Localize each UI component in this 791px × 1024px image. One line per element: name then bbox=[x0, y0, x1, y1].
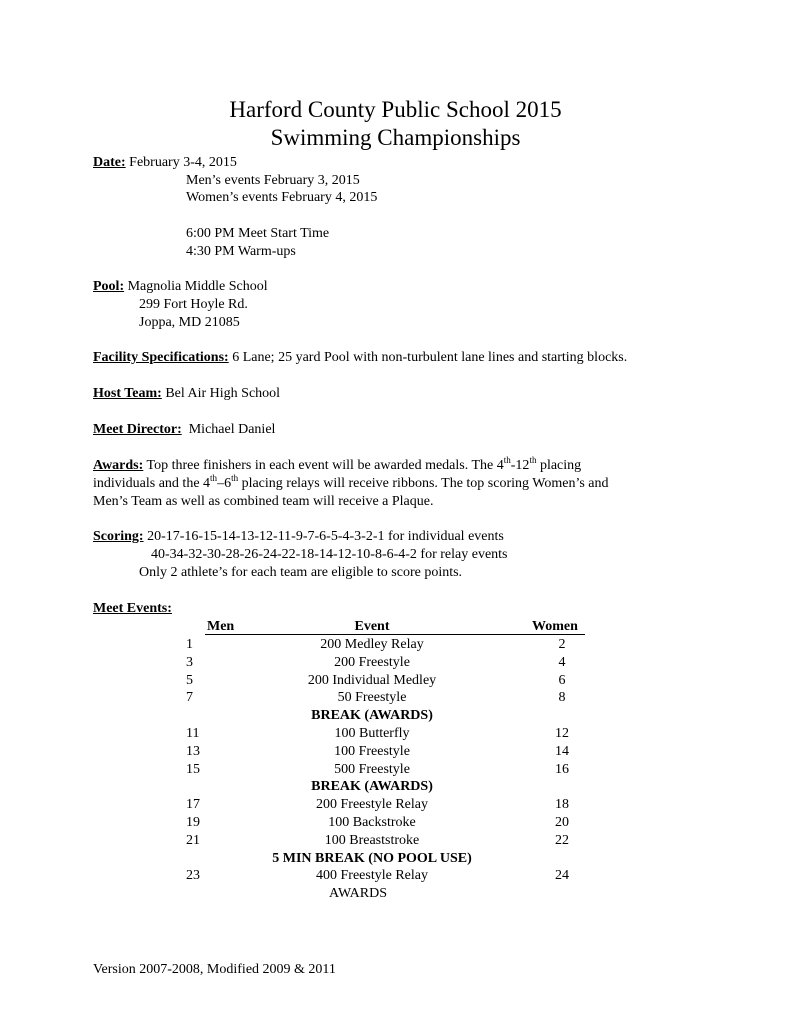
scoring-individual: 20-17-16-15-14-13-12-11-9-7-6-5-4-3-2-1 for individual events bbox=[147, 529, 504, 544]
event-women-number: 14 bbox=[555, 743, 569, 759]
event-name: BREAK (AWARDS) bbox=[311, 779, 433, 795]
events-header-men: Men bbox=[207, 619, 235, 634]
events-header-event: Event bbox=[354, 619, 390, 634]
event-men-number: 23 bbox=[186, 868, 200, 884]
director-label: Meet Director: bbox=[93, 422, 182, 437]
event-women-number: 12 bbox=[555, 726, 569, 741]
event-row bbox=[0, 832, 791, 850]
event-women-number: 2 bbox=[558, 637, 566, 652]
warmup-time: 4:30 PM Warm-ups bbox=[186, 244, 296, 259]
meet-events-label: Meet Events: bbox=[93, 601, 172, 616]
event-row bbox=[0, 814, 791, 832]
scoring-line bbox=[93, 528, 504, 546]
event-row bbox=[0, 689, 791, 707]
awards-line-2: individuals and the 4th–6th placing relays will receive ribbons. The top scoring Women’s and bbox=[93, 473, 609, 491]
event-row bbox=[0, 796, 791, 814]
date-line bbox=[93, 154, 237, 172]
event-name: 200 Medley Relay bbox=[320, 637, 424, 652]
event-name: 200 Freestyle bbox=[334, 654, 410, 670]
event-women-number: 22 bbox=[555, 832, 569, 848]
pool-label: Pool: bbox=[93, 279, 125, 294]
event-men-number: 13 bbox=[186, 743, 200, 759]
date-label: Date: bbox=[93, 155, 126, 170]
event-men-number: 7 bbox=[186, 690, 193, 706]
host-line bbox=[93, 385, 280, 403]
event-men-number: 1 bbox=[186, 637, 193, 652]
event-row bbox=[0, 761, 791, 779]
event-women-number: 4 bbox=[558, 654, 566, 670]
pool-line bbox=[93, 278, 268, 296]
event-women-number: 18 bbox=[555, 797, 569, 813]
event-men-number: 19 bbox=[186, 815, 200, 830]
event-name: 500 Freestyle bbox=[334, 761, 410, 777]
director-line bbox=[93, 421, 275, 439]
event-men-number: 3 bbox=[186, 654, 193, 670]
event-women-number: 6 bbox=[558, 672, 566, 688]
awards-label: Awards: bbox=[93, 458, 144, 473]
event-men-number: 11 bbox=[186, 726, 200, 741]
scoring-note: Only 2 athlete’s for each team are eligible to score points. bbox=[139, 565, 463, 580]
event-men-number: 17 bbox=[186, 797, 200, 813]
awards-line-3: Men’s Team as well as combined team will receive a Plaque. bbox=[93, 494, 434, 509]
pool-city: Joppa, MD 21085 bbox=[139, 315, 240, 330]
event-men-number: 21 bbox=[186, 832, 200, 848]
event-name: 100 Breaststroke bbox=[324, 832, 420, 848]
event-name: 400 Freestyle Relay bbox=[316, 868, 428, 884]
event-break-row bbox=[0, 850, 791, 868]
event-men-number: 15 bbox=[186, 761, 200, 777]
event-women-number: 16 bbox=[555, 761, 569, 777]
event-men-number: 5 bbox=[186, 672, 193, 688]
facility-label: Facility Specifications: bbox=[93, 350, 229, 365]
event-row bbox=[0, 867, 791, 885]
event-name: 50 Freestyle bbox=[337, 690, 407, 706]
event-name: 100 Freestyle bbox=[334, 743, 410, 759]
scoring-label: Scoring: bbox=[93, 529, 144, 544]
host-label: Host Team: bbox=[93, 386, 162, 401]
event-name: 200 Freestyle Relay bbox=[316, 797, 428, 813]
scoring-relay: 40-34-32-30-28-26-24-22-18-14-12-10-8-6-4-2 for relay events bbox=[151, 547, 508, 562]
events-header-rule bbox=[205, 634, 585, 635]
mens-events-date: Men’s events February 3, 2015 bbox=[186, 173, 360, 188]
event-name: 5 MIN BREAK (NO POOL USE) bbox=[272, 850, 472, 866]
event-name: 100 Butterfly bbox=[334, 726, 410, 741]
event-row bbox=[0, 636, 791, 654]
facility-line bbox=[93, 349, 627, 367]
meet-start-time: 6:00 PM Meet Start Time bbox=[186, 226, 330, 241]
page-title: Harford County Public School 2015 bbox=[229, 97, 562, 122]
event-name: BREAK (AWARDS) bbox=[311, 708, 433, 724]
awards-line-1: Awards: Top three finishers in each event will be awarded medals. The 4th-12th placing bbox=[93, 455, 582, 473]
event-row bbox=[0, 743, 791, 761]
event-row bbox=[0, 654, 791, 672]
host-value: Bel Air High School bbox=[165, 386, 281, 401]
event-name: 100 Backstroke bbox=[328, 815, 416, 830]
facility-value: 6 Lane; 25 yard Pool with non-turbulent lane lines and starting blocks. bbox=[232, 350, 628, 365]
pool-name: Magnolia Middle School bbox=[127, 279, 268, 294]
event-women-number: 24 bbox=[555, 868, 569, 884]
event-break-row bbox=[0, 707, 791, 725]
event-women-number: 8 bbox=[558, 690, 566, 706]
director-value: Michael Daniel bbox=[188, 422, 276, 437]
womens-events-date: Women’s events February 4, 2015 bbox=[186, 190, 378, 205]
event-row bbox=[0, 725, 791, 743]
events-final-awards: AWARDS bbox=[329, 886, 387, 901]
page-subtitle: Swimming Championships bbox=[270, 125, 521, 150]
event-break-row bbox=[0, 778, 791, 796]
pool-street: 299 Fort Hoyle Rd. bbox=[139, 297, 248, 312]
event-women-number: 20 bbox=[555, 815, 569, 830]
date-value: February 3-4, 2015 bbox=[129, 155, 237, 170]
event-name: 200 Individual Medley bbox=[307, 672, 437, 688]
event-row bbox=[0, 672, 791, 690]
events-header-women: Women bbox=[532, 619, 578, 634]
footer-version: Version 2007-2008, Modified 2009 & 2011 bbox=[93, 962, 336, 977]
